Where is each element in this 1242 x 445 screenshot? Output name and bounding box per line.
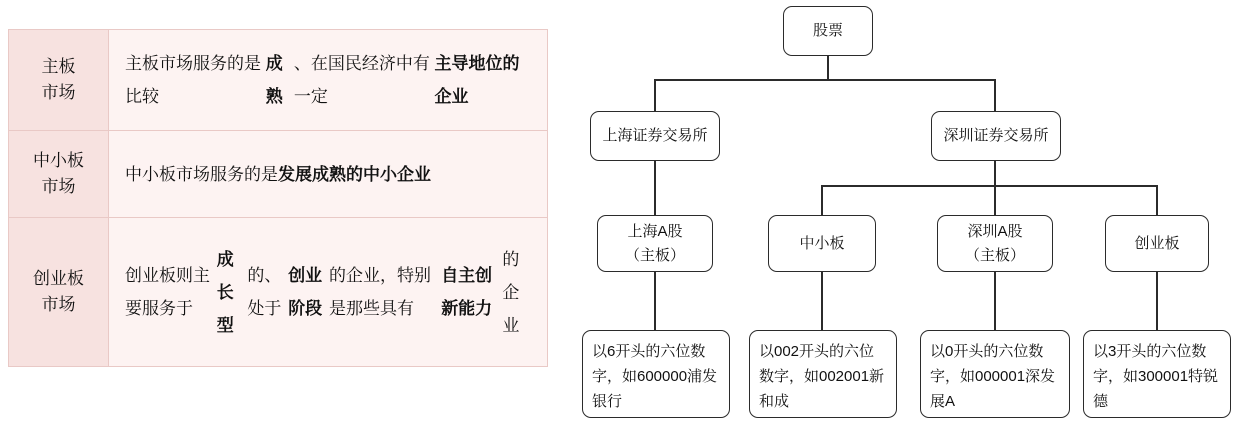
row-label-line2: 市场: [41, 295, 76, 314]
node-shenzhen-exchange[interactable]: [931, 111, 1061, 161]
node-growth-board[interactable]: [1105, 215, 1209, 272]
node-shanghai-code-rule[interactable]: [582, 330, 730, 418]
table-row: [9, 131, 547, 218]
node-label: 深圳证券交易所: [943, 127, 1049, 144]
node-label-line1: 上海A股: [627, 222, 683, 240]
node-shanghai-a-share-board[interactable]: [597, 215, 713, 272]
node-shanghai-exchange[interactable]: [590, 111, 720, 161]
node-label: 以0开头的六位数字，如000001深发展A: [930, 343, 1056, 410]
row-label-sme-board: [9, 131, 109, 217]
row-text-growth-board: 创业板则主要服务于 成长型 的、处于 创业阶段 的企业，特别是那些具有 自主创新能力 的企业: [109, 218, 547, 366]
node-label-line1: 创业板: [1134, 234, 1180, 252]
stock-market-hierarchy-diagram: [560, 0, 1242, 445]
node-label-line1: 中小板: [799, 234, 845, 252]
node-sme-board[interactable]: [768, 215, 876, 272]
node-label-line1: 深圳A股: [967, 222, 1023, 240]
row-label-line1: 中小板: [33, 151, 84, 170]
node-shenzhen-a-share-board[interactable]: [937, 215, 1053, 272]
row-label-line1: 主板: [41, 57, 76, 76]
market-comparison-table: [8, 29, 548, 367]
node-label: 以3开头的六位数字，如300001特锐德: [1093, 343, 1219, 410]
node-label-line2: （主板）: [964, 246, 1025, 264]
node-label-line2: （主板）: [624, 246, 685, 264]
row-label-line1: 创业板: [33, 269, 84, 288]
node-growth-code-rule[interactable]: [1083, 330, 1231, 418]
node-label: 股票: [812, 22, 843, 39]
row-text-main-board: 主板市场服务的是比较 成熟 、在国民经济中有一定 主导地位的企业: [109, 30, 547, 130]
table-row: [9, 30, 547, 131]
node-sme-code-rule[interactable]: [749, 330, 897, 418]
row-label-main-board: [9, 30, 109, 130]
row-text-sme-board: 中小板市场服务的是 发展成熟的中小企业: [109, 131, 547, 217]
node-label: 以002开头的六位数字，如002001新和成: [759, 343, 885, 410]
row-label-growth-board: [9, 218, 109, 366]
node-shenzhen-code-rule[interactable]: [920, 330, 1070, 418]
node-label: 以6开头的六位数字，如600000浦发银行: [592, 343, 718, 410]
node-label: 上海证券交易所: [602, 127, 708, 144]
table-row: [9, 218, 547, 366]
row-label-line2: 市场: [41, 177, 76, 196]
row-label-line2: 市场: [41, 83, 76, 102]
node-stock-root[interactable]: [783, 6, 873, 56]
